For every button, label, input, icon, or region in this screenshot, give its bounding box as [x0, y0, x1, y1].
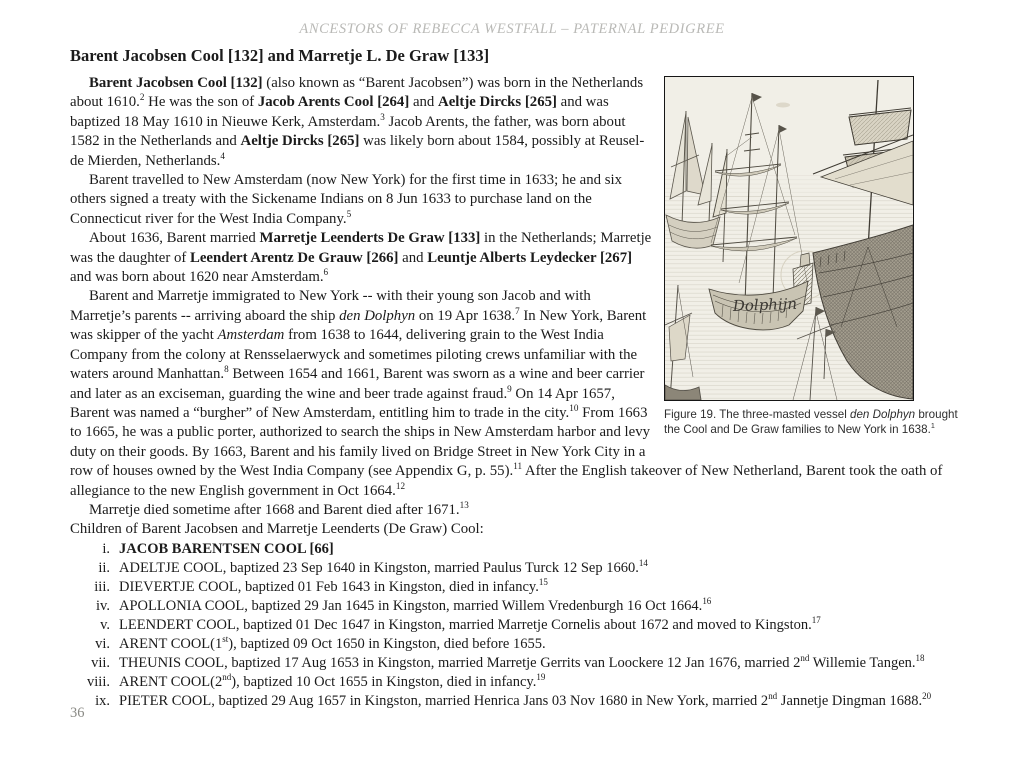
child-list-item — [70, 692, 986, 711]
text-run: and — [409, 94, 439, 111]
footnote-ref: st — [222, 633, 229, 644]
text-run: was likely born about 1584, possibly at Reusel-de Mierden, Netherlands. — [70, 133, 645, 169]
text-run: Jacob Arents, the father, was born about 1582 in the Netherlands and — [70, 113, 626, 150]
text-run: ARENT COOL(2 — [119, 673, 223, 690]
child-list-item — [70, 635, 986, 654]
list-marker: iv. — [96, 597, 110, 614]
list-item-text — [119, 673, 986, 692]
footnote-ref: nd — [768, 690, 778, 701]
section-title: Barent Jacobsen Cool [132] and Marretje L. De Graw [133] — [70, 46, 490, 65]
footnote-ref: 16 — [702, 595, 712, 606]
footnote-ref: 18 — [915, 652, 925, 663]
list-marker: vii. — [91, 654, 110, 671]
text-run: After the English takeover of New Netherland, Barent took the oath of allegiance to the new English government in Oct 1664. — [70, 463, 943, 499]
child-list-item — [70, 597, 986, 616]
text-run: About 1636, Barent married — [89, 230, 260, 247]
sky-smudge — [776, 103, 790, 108]
body-flow — [70, 74, 986, 711]
text-run: He was the son of — [144, 94, 258, 111]
text-run: Marretje died sometime after 1668 and Barent died after 1671. — [89, 501, 460, 518]
text-run: ADELTJE COOL, baptized 23 Sep 1640 in Kingston, married Paulus Turck 12 Sep 1660. — [119, 559, 639, 576]
text-run: In New York, Barent was skipper of the yacht — [70, 307, 647, 344]
text-run: DIEVERTJE COOL, baptized 01 Feb 1643 in Kingston, died in infancy. — [119, 578, 539, 595]
footnote-ref: 2 — [139, 92, 145, 103]
list-item-text — [119, 616, 986, 635]
list-marker: ix. — [95, 692, 110, 709]
footnote-ref: 3 — [380, 111, 385, 122]
footnote-ref: 11 — [513, 461, 523, 472]
list-marker: v. — [100, 616, 110, 633]
text-run: Barent travelled to New Amsterdam (now New York) for the first time in 1633; he and six others signed a treaty with the Sickename Indians on 8 Jun 1633 to purchase land on the Connecticut river for the West India Company. — [70, 172, 622, 227]
text-run: Leendert Arentz De Grauw [266] — [189, 249, 399, 266]
text-run: ), baptized 09 Oct 1650 in Kingston, died before 1655. — [228, 635, 546, 652]
ship-name-label: Dolphijn — [732, 294, 798, 315]
text-run: den Dolphyn — [850, 408, 916, 421]
list-item-text — [119, 540, 986, 559]
footnote-ref: 7 — [515, 305, 520, 316]
list-marker: viii. — [87, 673, 110, 690]
footnote-ref: 9 — [507, 383, 512, 394]
text-run: JACOB BARENTSEN COOL [66] — [119, 540, 334, 557]
text-run: Children of Barent Jacobsen and Marretje Leenderts (De Graw) Cool: — [70, 521, 484, 538]
text-run: From 1663 to 1665, he was a public porter, authorized to search the ships in New Amsterdam harbor and levy duty on their goods. By 1663, Barent and his family lived on Bridge Street in New York City in a row of houses owned by the West India Company (see Appendix G, p. 55). — [70, 404, 651, 480]
child-list-item — [70, 654, 986, 673]
text-run: and was born about 1620 near Amsterdam. — [70, 269, 324, 286]
child-list-item — [70, 616, 986, 635]
paragraph — [70, 501, 986, 520]
footnote-ref: 17 — [811, 614, 821, 625]
text-run: THEUNIS COOL, baptized 17 Aug 1653 in Kingston, married Marretje Gerrits van Loockere 12 Jan 1676, married 2 — [119, 654, 801, 671]
text-run: Barent Jacobsen Cool [132] — [89, 75, 263, 91]
page-number: 36 — [70, 705, 85, 721]
text-run: On 14 Apr 1657, Barent was named a “burgher” of New Amsterdam, entitling him to trade in the city. — [70, 385, 615, 421]
text-run: brought the Cool and De Graw families to New York in 1638. — [664, 408, 958, 436]
text-run: Leuntje Alberts Leydecker [267] — [427, 249, 633, 266]
list-item-text — [119, 692, 986, 711]
list-marker: i. — [102, 540, 110, 557]
text-run: on 19 Apr 1638. — [415, 307, 516, 324]
text-run: Amsterdam — [217, 327, 285, 344]
text-run: ), baptized 10 Oct 1655 in Kingston, died in infancy. — [231, 673, 537, 690]
footnote-ref: 6 — [323, 267, 329, 278]
footnote-ref: 8 — [224, 364, 229, 375]
text-run: Jannetje Dingman 1688. — [777, 692, 923, 709]
text-run: LEENDERT COOL, baptized 01 Dec 1647 in Kingston, married Marretje Cornelis about 1672 and moved to Kingston. — [119, 616, 812, 633]
text-run: Willemie Tangen. — [809, 654, 916, 671]
list-item-text — [119, 597, 986, 616]
list-marker: iii. — [94, 578, 110, 595]
footnote-ref: 4 — [220, 150, 225, 161]
text-run: Between 1654 and 1661, Barent was sworn as a wine and beer carrier and later as an exciseman, guarding the wine and beer trade against fraud. — [70, 366, 645, 402]
page-content — [70, 46, 986, 711]
footnote-ref: 20 — [922, 690, 932, 701]
ship-engraving-image — [664, 76, 914, 401]
list-item-text — [119, 635, 986, 654]
footnote-ref: 19 — [536, 671, 546, 682]
child-list-item — [70, 559, 986, 578]
ship-engraving-svg — [665, 77, 913, 400]
list-item-text — [119, 654, 986, 673]
text-run: Figure 19. The three-masted vessel — [664, 408, 851, 421]
figure-caption — [664, 407, 958, 437]
text-run: Aeltje Dircks [265] — [240, 133, 360, 150]
footnote-ref: 1 — [930, 421, 935, 431]
child-list-item — [70, 673, 986, 692]
list-item-text — [119, 559, 986, 578]
text-run: in the Netherlands; Marretje was the daughter of — [70, 230, 652, 266]
text-run: (also known as “Barent Jacobsen”) was born in the Netherlands about 1610. — [70, 75, 644, 111]
text-run: Marretje Leenderts De Graw [133] — [259, 230, 481, 247]
footnote-ref: 5 — [346, 208, 352, 219]
child-list-item — [70, 540, 986, 559]
footnote-ref: 13 — [459, 500, 469, 511]
text-run: and — [398, 249, 428, 266]
running-header: ANCESTORS OF REBECCA WESTFALL – PATERNAL PEDIGREE — [299, 21, 725, 37]
list-item-text — [119, 578, 986, 597]
paragraph — [70, 520, 986, 539]
list-marker: vi. — [95, 635, 110, 652]
text-run: PIETER COOL, baptized 29 Aug 1657 in Kingston, married Henrica Jans 03 Nov 1680 in New York, married 2 — [119, 692, 769, 709]
text-run: den Dolphyn — [339, 307, 416, 324]
child-list-item — [70, 578, 986, 597]
footnote-ref: nd — [222, 671, 232, 682]
list-marker: ii. — [98, 559, 110, 576]
footnote-ref: 10 — [569, 402, 579, 413]
text-run: Aeltje Dircks [265] — [438, 94, 557, 111]
footnote-ref: 14 — [638, 557, 648, 568]
footnote-ref: nd — [800, 652, 810, 663]
text-run: APOLLONIA COOL, baptized 29 Jan 1645 in Kingston, married Willem Vredenburgh 16 Oct 1664. — [119, 597, 703, 614]
footnote-ref: 12 — [395, 480, 406, 491]
footnote-ref: 15 — [538, 576, 548, 587]
text-run: Jacob Arents Cool [264] — [257, 94, 410, 111]
text-run: from 1638 to 1644, delivering grain to the West India Company from the colony at Rensselaerwyck and sometimes piloting crews unfamiliar with the waters around Manhattan. — [70, 327, 638, 383]
text-run: and was baptized 18 May 1610 in Nieuwe Kerk, Amsterdam. — [70, 94, 609, 130]
figure-19 — [664, 76, 986, 437]
text-run: ARENT COOL(1 — [119, 635, 223, 652]
children-list — [70, 540, 986, 711]
text-run: Barent and Marretje immigrated to New York -- with their young son Jacob and with Marretje’s parents -- arriving aboard the ship — [70, 288, 591, 324]
